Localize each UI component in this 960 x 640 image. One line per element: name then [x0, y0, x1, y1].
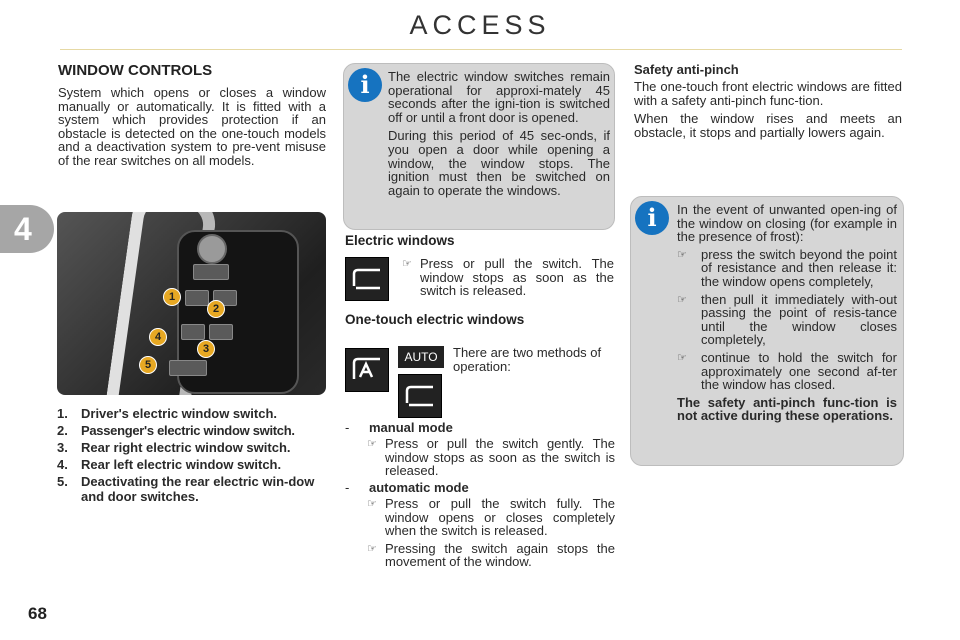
info-icon: i [348, 68, 382, 102]
manual-mode-dash: - [345, 420, 350, 435]
manual-mode-bullets [367, 437, 615, 482]
legend-number: 4. [57, 457, 68, 472]
mirror-adjust-knob [197, 234, 227, 264]
intro-paragraph: System which opens or closes a window manually or automatically. It is fitted with a system which provides protection if an obstacle is detected on the one-touch models and a deactivation system to pre-vent misuse of the rear switches on all models. [58, 85, 326, 168]
safety-text-block [634, 80, 902, 139]
bullet-item [367, 542, 615, 569]
section-title: WINDOW CONTROLS [58, 62, 213, 79]
bullet-text: Pressing the switch again stops the movement of the window. [385, 540, 615, 570]
page-header-title: ACCESS [409, 10, 551, 40]
legend-item [57, 406, 329, 421]
switch-front-left [185, 290, 209, 306]
switch-rear-right [209, 324, 233, 340]
bullet-item [677, 293, 897, 347]
mirror-fold-switch [193, 264, 229, 280]
pointing-hand-icon: ☞ [367, 438, 377, 450]
manual-mode-heading: manual mode [369, 420, 453, 435]
bullet-item [367, 437, 615, 478]
auto-label-box: AUTO [398, 346, 444, 368]
badge-3: 3 [197, 340, 215, 358]
automatic-mode-bullets [367, 497, 615, 573]
bullet-item [677, 351, 897, 392]
switch-legend-list [57, 406, 329, 506]
info-paragraph-2: During this period of 45 sec-onds, if you open a door while opening a window, the window stops. The ignition must then be switched on again to operate the windows. [388, 128, 610, 198]
page-number: 68 [28, 604, 47, 623]
electric-windows-bullets [402, 257, 614, 302]
badge-5: 5 [139, 356, 157, 374]
anti-pinch-intro: In the event of unwanted open-ing of the window on closing (for example in the presence of frost): [677, 202, 897, 245]
bullet-item [402, 257, 614, 298]
door-switch-panel-photo [57, 212, 326, 395]
anti-pinch-bullets [677, 248, 897, 392]
legend-text: Passenger's electric window switch. [81, 423, 295, 438]
legend-number: 5. [57, 474, 68, 489]
badge-4: 4 [149, 328, 167, 346]
auto-window-switch-icon [345, 348, 389, 392]
electric-windows-heading: Electric windows [345, 233, 455, 248]
legend-text: Deactivating the rear electric win-dow and door switches. [81, 474, 315, 504]
legend-item [57, 423, 329, 438]
info-box-timer [343, 63, 615, 230]
legend-text: Driver's electric window switch. [81, 406, 277, 421]
legend-item [57, 457, 329, 472]
legend-number: 3. [57, 440, 68, 455]
header-divider [60, 49, 902, 50]
info-box-text [388, 70, 610, 197]
pointing-hand-icon: ☞ [677, 351, 687, 364]
anti-pinch-info-text [677, 203, 897, 423]
safety-paragraph-1: The one-touch front electric windows are fitted with a safety anti-pinch func-tion. [634, 79, 902, 108]
intro-text-block [58, 86, 326, 168]
window-switch-icon-2 [398, 374, 442, 418]
legend-item [57, 440, 329, 455]
automatic-mode-dash: - [345, 480, 350, 495]
pointing-hand-icon: ☞ [402, 258, 412, 270]
one-touch-heading: One-touch electric windows [345, 312, 525, 327]
bullet-text: Press or pull the switch fully. The window opens or closes completely when the switch is released. [385, 496, 615, 539]
badge-2: 2 [207, 300, 225, 318]
switch-rear-left [181, 324, 205, 340]
safety-heading: Safety anti-pinch [634, 62, 739, 77]
legend-number: 1. [57, 406, 68, 421]
automatic-mode-heading: automatic mode [369, 480, 469, 495]
badge-1: 1 [163, 288, 181, 306]
bullet-text: Press or pull the switch gently. The window stops as soon as the switch is released. [385, 436, 615, 479]
bullet-text: press the switch beyond the point of resistance and then release it: the window opens completely, [701, 246, 897, 289]
chapter-tab [0, 205, 54, 253]
pointing-hand-icon: ☞ [677, 248, 687, 261]
anti-pinch-warning: The safety anti-pinch func-tion is not active during these operations. [677, 394, 897, 424]
pointing-hand-icon: ☞ [367, 542, 377, 555]
bullet-item [367, 497, 615, 538]
legend-number: 2. [57, 423, 68, 438]
bullet-text: then pull it immediately with-out passing the point of resis-tance until the window closes completely, [701, 291, 897, 348]
bullet-text: Press or pull the switch. The window stops as soon as the switch is released. [420, 256, 614, 299]
legend-text: Rear left electric window switch. [81, 457, 282, 472]
info-box-anti-pinch [630, 196, 904, 466]
bullet-text: continue to hold the switch for approximately one second af-ter the window has closed. [701, 349, 897, 393]
pointing-hand-icon: ☞ [677, 293, 687, 306]
info-paragraph-1: The electric window switches remain operational for approxi-mately 45 seconds after the igni-tion is switched off or until a front door is opened. [388, 69, 610, 125]
pointing-hand-icon: ☞ [367, 498, 377, 510]
two-methods-text: There are two methods of operation: [453, 345, 602, 374]
legend-item [57, 474, 329, 504]
chapter-number: 4 [14, 211, 32, 247]
legend-text: Rear right electric window switch. [81, 440, 291, 455]
safety-paragraph-2: When the window rises and meets an obstacle, it stops and partially lowers again. [634, 111, 902, 140]
info-icon: i [635, 201, 669, 235]
child-lock-switch [169, 360, 207, 376]
bullet-item [677, 248, 897, 289]
window-switch-icon [345, 257, 389, 301]
